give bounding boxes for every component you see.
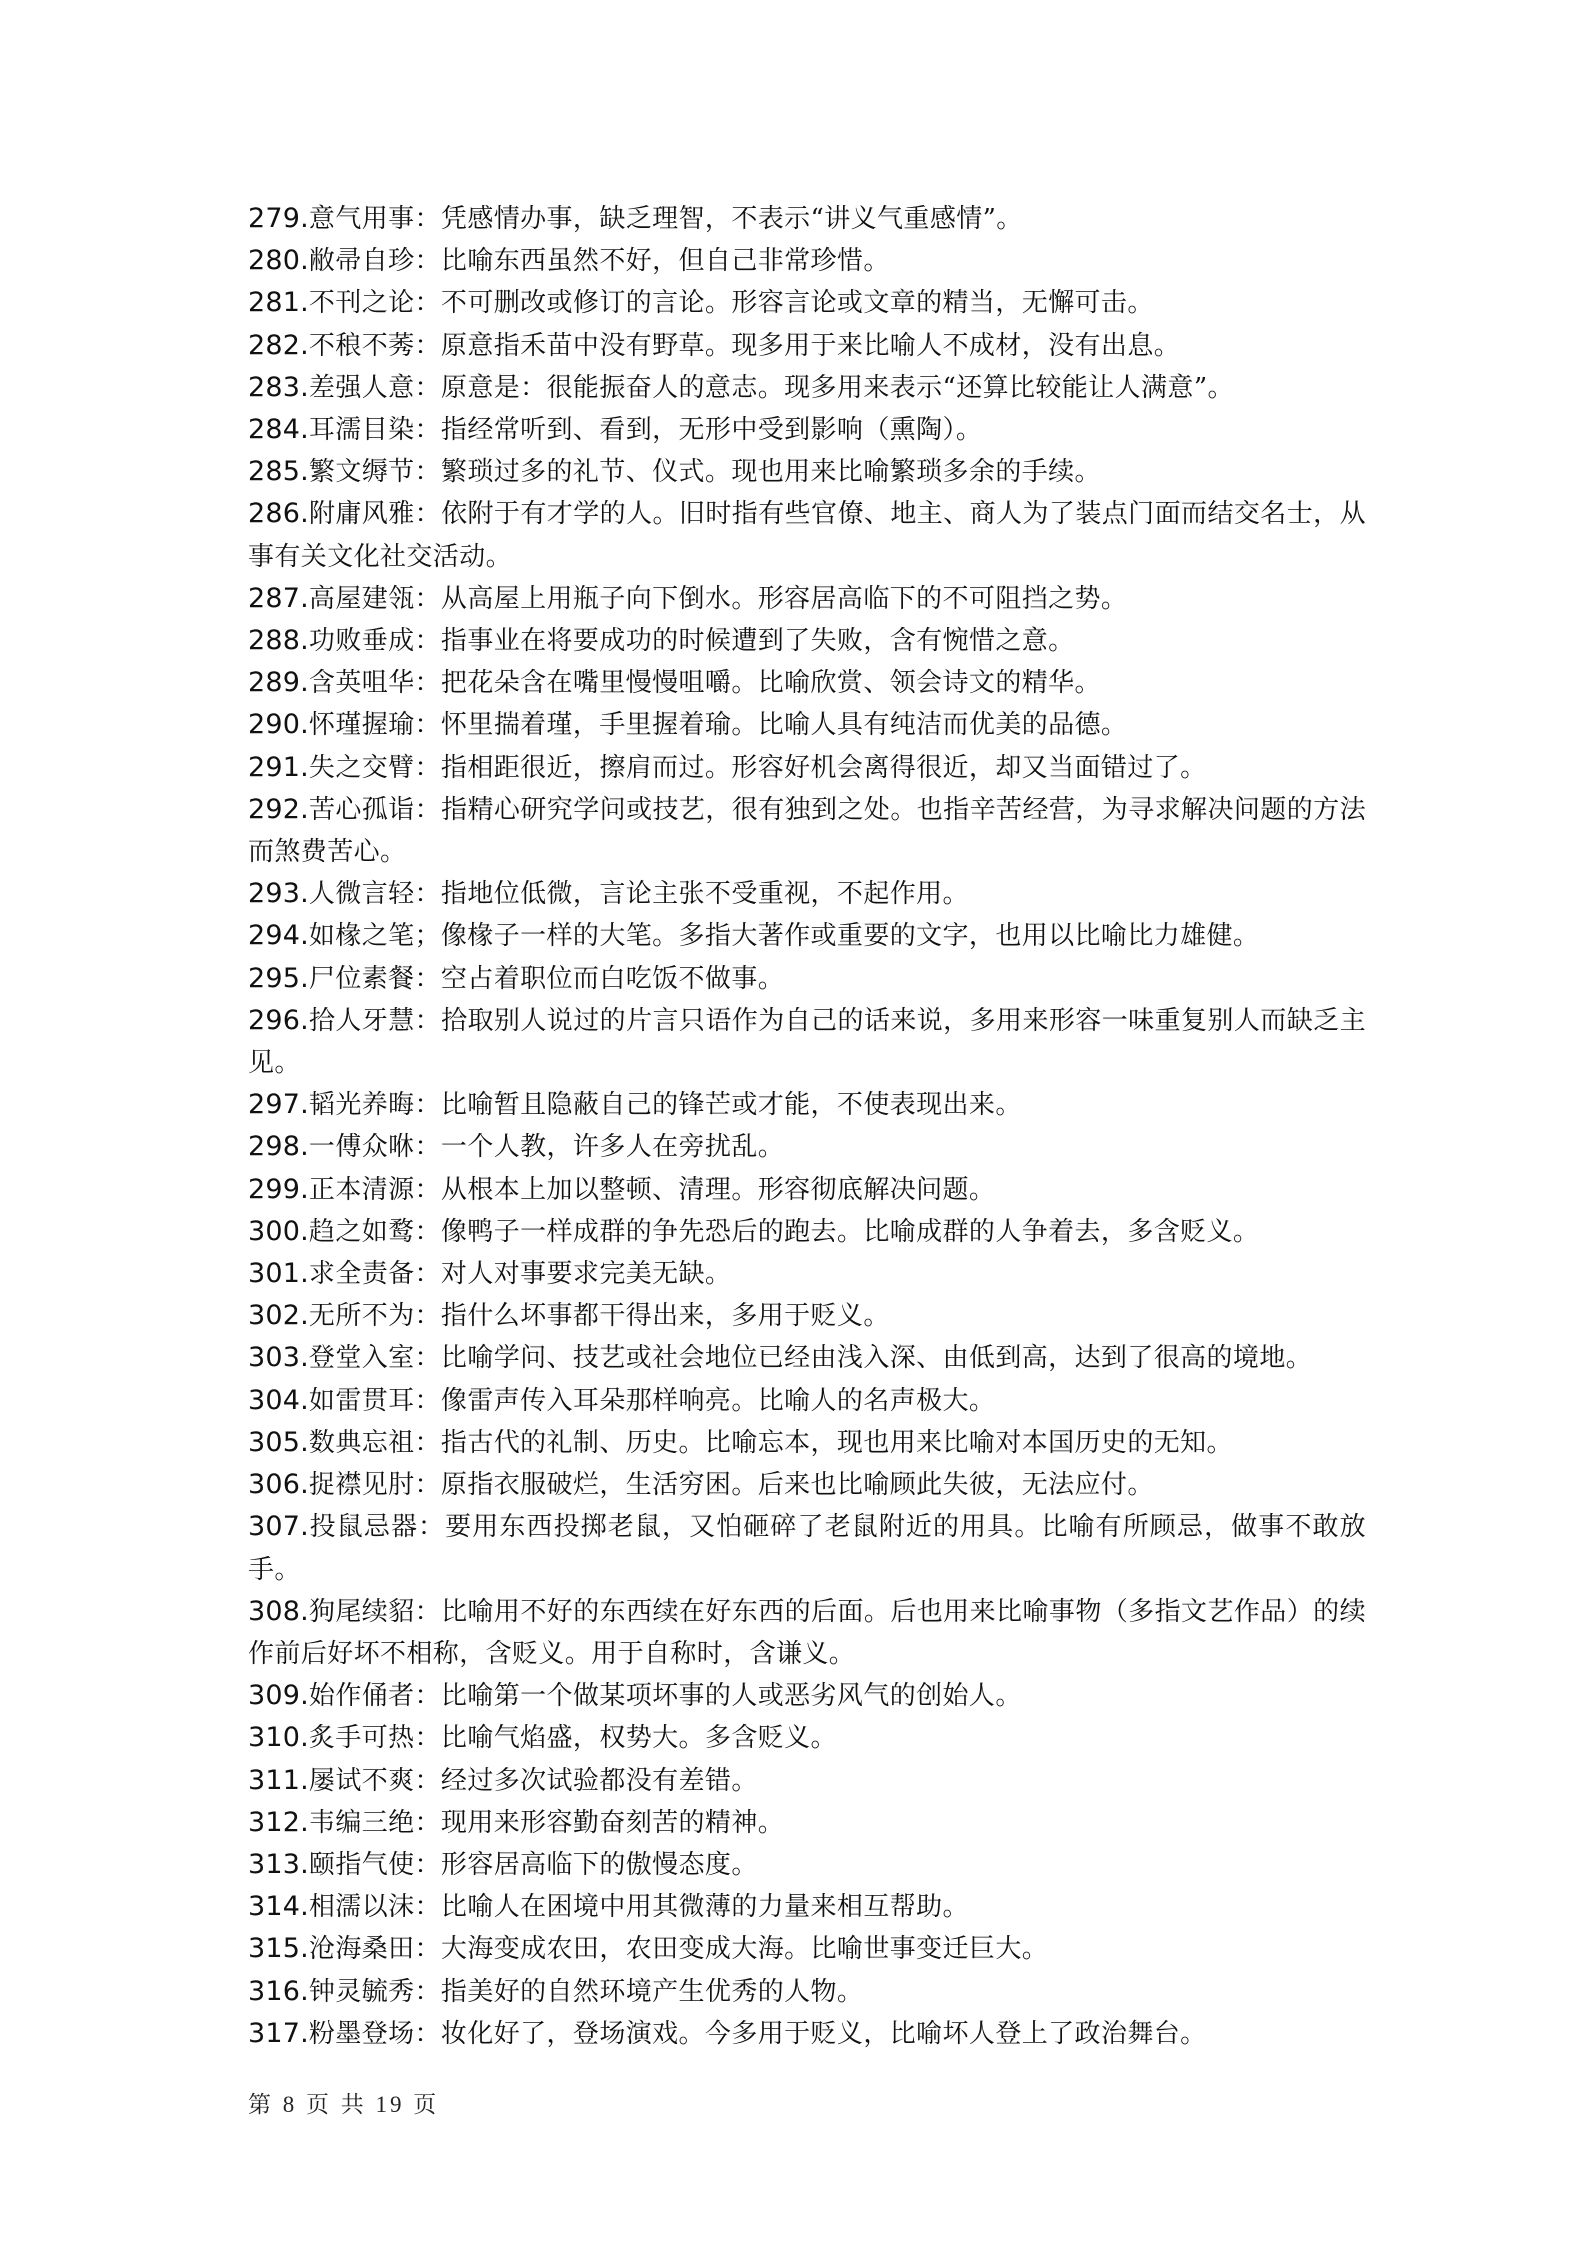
idiom-entry (248, 367, 1366, 409)
entry-number: 288. (248, 625, 309, 657)
entry-number: 303. (248, 1342, 309, 1374)
idiom-entry (248, 1591, 1366, 1675)
entry-number: 286. (248, 498, 309, 530)
entry-text: 登堂入室：比喻学问、技艺或社会地位已经由浅入深、由低到高，达到了很高的境地。 (308, 1343, 1313, 1374)
entry-text: 拾人牙慧：拾取别人说过的片言只语作为自己的话来说，多用来形容一味重复别人而缺乏主见。 (248, 1005, 1366, 1079)
idiom-entry (248, 578, 1366, 620)
entry-text: 如雷贯耳：像雷声传入耳朵那样响亮。比喻人的名声极大。 (308, 1385, 996, 1416)
idiom-entry (248, 958, 1366, 1000)
entry-text: 无所不为：指什么坏事都干得出来，多用于贬义。 (308, 1301, 890, 1332)
idiom-entry (248, 1295, 1366, 1337)
entry-text: 正本清源：从根本上加以整顿、清理。形容彻底解决问题。 (308, 1174, 996, 1205)
idiom-entry (248, 1971, 1366, 2013)
entry-text: 附庸风雅：依附于有才学的人。旧时指有些官僚、地主、商人为了装点门面而结交名士，从事有关文化社交活动。 (248, 499, 1366, 572)
idiom-entry (248, 747, 1366, 789)
entry-number: 312. (248, 1806, 309, 1838)
entry-number: 298. (248, 1131, 309, 1163)
entry-text: 不稂不莠：原意指禾苗中没有野草。现多用于来比喻人不成材，没有出息。 (308, 330, 1181, 361)
entry-text: 相濡以沫：比喻人在困境中用其微薄的力量来相互帮助。 (308, 1892, 969, 1923)
entry-number: 307. (248, 1511, 309, 1543)
entry-number: 309. (248, 1680, 309, 1712)
entry-text: 尸位素餐：空占着职位而白吃饭不做事。 (308, 963, 785, 994)
entry-text: 求全责备：对人对事要求完美无缺。 (308, 1259, 732, 1290)
entry-text: 意气用事：凭感情办事，缺乏理智，不表示“讲义气重感情”。 (308, 204, 1023, 234)
idiom-entry (248, 1337, 1366, 1379)
entry-number: 299. (248, 1173, 309, 1205)
entry-number: 295. (248, 962, 309, 994)
entry-number: 285. (248, 456, 309, 488)
idiom-entry (248, 493, 1366, 577)
entry-text: 人微言轻：指地位低微，言论主张不受重视，不起作用。 (308, 879, 969, 910)
idiom-entry (248, 1717, 1366, 1759)
entry-text: 韦编三绝：现用来形容勤奋刻苦的精神。 (308, 1807, 785, 1838)
idiom-list (248, 198, 1366, 2055)
idiom-entry (248, 620, 1366, 662)
entry-number: 311. (248, 1764, 309, 1796)
entry-number: 315. (248, 1933, 309, 1965)
entry-number: 301. (248, 1258, 309, 1290)
entry-text: 捉襟见肘：原指衣服破烂，生活穷困。后来也比喻顾此失彼，无法应付。 (308, 1470, 1154, 1501)
entry-number: 294. (248, 920, 309, 952)
idiom-entry (248, 1464, 1366, 1506)
entry-text: 敝帚自珍：比喻东西虽然不好，但自己非常珍惜。 (308, 246, 890, 277)
idiom-entry (248, 662, 1366, 704)
idiom-entry (248, 1211, 1366, 1253)
entry-number: 313. (248, 1848, 309, 1880)
idiom-entry (248, 789, 1366, 873)
entry-text: 繁文缛节：繁琐过多的礼节、仪式。现也用来比喻繁琐多余的手续。 (308, 457, 1101, 488)
entry-text: 粉墨登场：妆化好了，登场演戏。今多用于贬义，比喻坏人登上了政治舞台。 (308, 2018, 1207, 2049)
idiom-entry (248, 1675, 1366, 1717)
idiom-entry (248, 1760, 1366, 1802)
idiom-entry (248, 1886, 1366, 1928)
idiom-entry (248, 282, 1366, 324)
idiom-entry (248, 1928, 1366, 1970)
entry-number: 296. (248, 1004, 309, 1036)
entry-number: 306. (248, 1469, 309, 1501)
entry-number: 314. (248, 1891, 309, 1923)
entry-number: 310. (248, 1722, 309, 1754)
page-footer: 第 8 页 共 19 页 (248, 2092, 440, 2117)
entry-number: 304. (248, 1384, 309, 1416)
entry-text: 颐指气使：形容居高临下的傲慢态度。 (308, 1849, 758, 1880)
entry-text: 投鼠忌器：要用东西投掷老鼠，又怕砸碎了老鼠附近的用具。比喻有所顾忌，做事不敢放手。 (248, 1512, 1366, 1585)
entry-number: 279. (248, 203, 309, 234)
idiom-entry (248, 1422, 1366, 1464)
entry-number: 290. (248, 709, 309, 741)
idiom-entry (248, 915, 1366, 957)
entry-text: 如椽之笔；像椽子一样的大笔。多指大著作或重要的文字，也用以比喻比力雄健。 (308, 921, 1260, 952)
idiom-entry (248, 1253, 1366, 1295)
entry-text: 屡试不爽：经过多次试验都没有差错。 (308, 1765, 758, 1796)
entry-text: 趋之如鹜：像鸭子一样成群的争先恐后的跑去。比喻成群的人争着去，多含贬义。 (308, 1216, 1260, 1247)
idiom-entry (248, 1000, 1366, 1084)
idiom-entry (248, 1084, 1366, 1126)
entry-number: 316. (248, 1975, 309, 2007)
entry-text: 始作俑者：比喻第一个做某项坏事的人或恶劣风气的创始人。 (308, 1681, 1022, 1712)
entry-number: 292. (248, 793, 309, 825)
entry-number: 291. (248, 751, 309, 783)
entry-text: 高屋建瓴：从高屋上用瓶子向下倒水。形容居高临下的不可阻挡之势。 (308, 583, 1128, 614)
entry-text: 含英咀华：把花朵含在嘴里慢慢咀嚼。比喻欣赏、领会诗文的精华。 (308, 668, 1101, 699)
idiom-entry (248, 198, 1366, 240)
idiom-entry (248, 1380, 1366, 1422)
idiom-entry (248, 1506, 1366, 1590)
entry-text: 失之交臂：指相距很近，擦肩而过。形容好机会离得很近，却又当面错过了。 (308, 752, 1207, 783)
entry-number: 289. (248, 667, 309, 699)
entry-text: 差强人意：原意是：很能振奋人的意志。现多用来表示“还算比较能让人满意”。 (308, 372, 1234, 403)
entry-text: 炙手可热：比喻气焰盛，权势大。多含贬义。 (308, 1723, 837, 1754)
entry-text: 韬光养晦：比喻暂且隐蔽自己的锋芒或才能，不使表现出来。 (308, 1090, 1022, 1121)
idiom-entry (248, 409, 1366, 451)
entry-text: 钟灵毓秀：指美好的自然环境产生优秀的人物。 (308, 1976, 864, 2007)
entry-number: 305. (248, 1426, 309, 1458)
entry-text: 功败垂成：指事业在将要成功的时候遭到了失败，含有惋惜之意。 (308, 626, 1075, 657)
entry-text: 数典忘祖：指古代的礼制、历史。比喻忘本，现也用来比喻对本国历史的无知。 (308, 1427, 1233, 1458)
idiom-entry (248, 1169, 1366, 1211)
entry-number: 281. (248, 287, 309, 319)
entry-text: 狗尾续貂：比喻用不好的东西续在好东西的后面。后也用来比喻事物（多指文艺作品）的续作前后好坏不相称，含贬义。用于自称时，含谦义。 (248, 1596, 1366, 1669)
idiom-entry (248, 2013, 1366, 2055)
entry-number: 302. (248, 1300, 309, 1332)
idiom-entry (248, 1802, 1366, 1844)
entry-number: 308. (248, 1595, 309, 1627)
idiom-entry (248, 704, 1366, 746)
idiom-entry (248, 1126, 1366, 1168)
idiom-entry (248, 451, 1366, 493)
entry-text: 沧海桑田：大海变成农田，农田变成大海。比喻世事变迁巨大。 (308, 1934, 1049, 1965)
entry-number: 297. (248, 1089, 309, 1121)
entry-number: 300. (248, 1215, 309, 1247)
entry-text: 苦心孤诣：指精心研究学问或技艺，很有独到之处。也指辛苦经营，为寻求解决问题的方法而煞费苦心。 (248, 794, 1366, 868)
entry-text: 一傅众咻：一个人教，许多人在旁扰乱。 (308, 1132, 785, 1163)
entry-text: 怀瑾握瑜：怀里揣着瑾，手里握着瑜。比喻人具有纯洁而优美的品德。 (308, 710, 1128, 741)
entry-number: 317. (248, 2017, 309, 2049)
idiom-entry (248, 873, 1366, 915)
entry-number: 283. (248, 371, 309, 403)
entry-number: 287. (248, 582, 309, 614)
entry-number: 282. (248, 329, 309, 361)
entry-number: 293. (248, 878, 309, 910)
entry-text: 耳濡目染：指经常听到、看到，无形中受到影响（熏陶）。 (308, 415, 983, 446)
entry-number: 284. (248, 414, 309, 446)
entry-text: 不刊之论：不可删改或修订的言论。形容言论或文章的精当，无懈可击。 (308, 288, 1154, 319)
idiom-entry (248, 325, 1366, 367)
idiom-entry (248, 1844, 1366, 1886)
entry-number: 280. (248, 245, 309, 277)
idiom-entry (248, 240, 1366, 282)
